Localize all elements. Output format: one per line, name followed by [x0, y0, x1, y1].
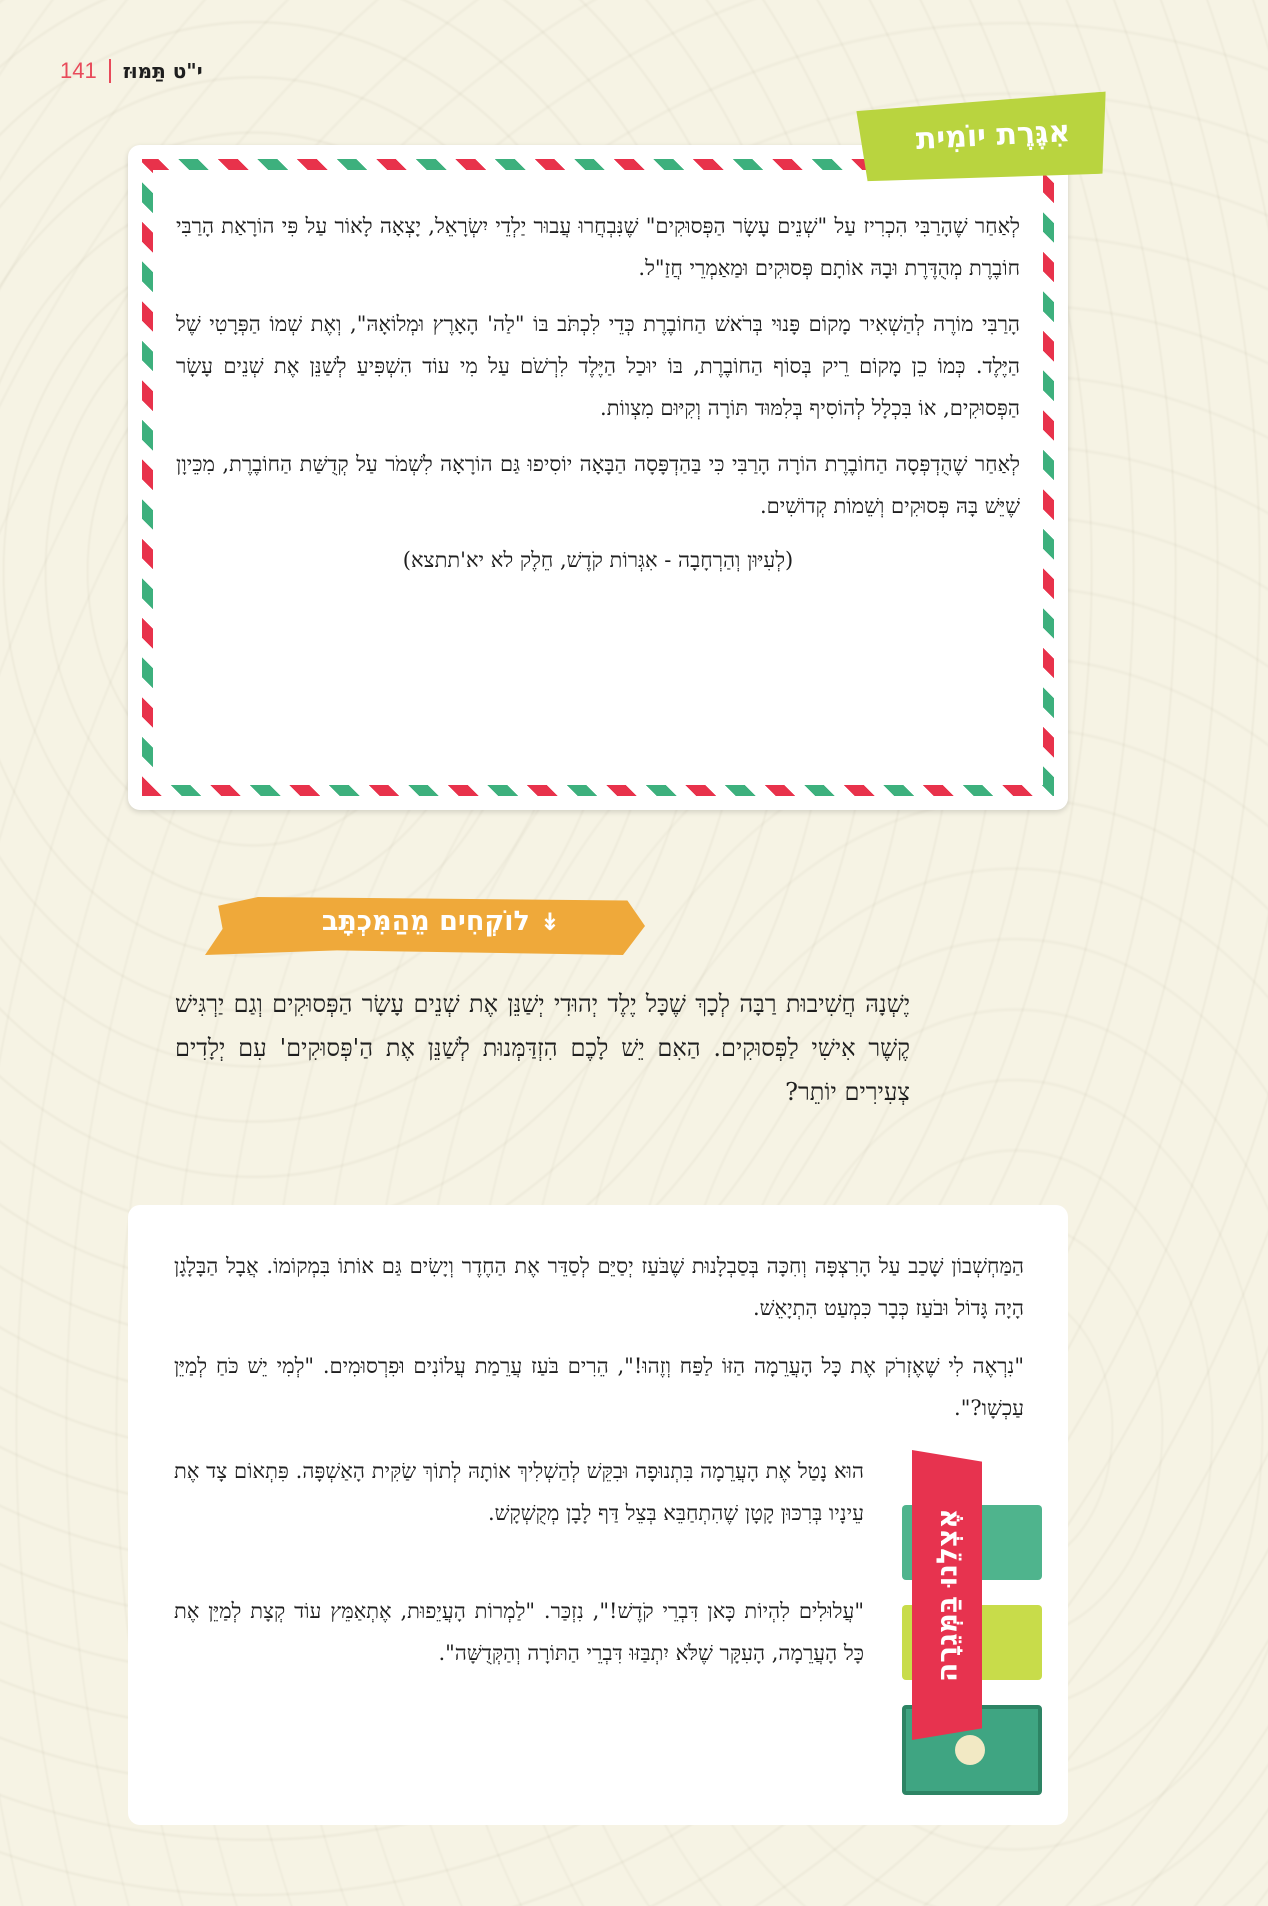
- story-paragraph-4: [174, 1590, 864, 1674]
- daily-letter-label: אִגֶּרֶת יוֹמִית: [914, 113, 1072, 158]
- lesson-text: יֶשְׁנָהּ חֲשִׁיבוּת רַבָּה לְכָךְ שֶׁכָּל יֶלֶד יְהוּדִי יְשַׁנֵּן אֶת שְׁנֵים עָשָׂר הַפְּסוּקִים וְגַם יַרְגִּישׁ קֶשֶׁר אִישִׁי לַפְּסוּקִים. הַאִם יֵשׁ לָכֶם הִזְדַּמְּנוּת לְשַׁנֵּן אֶת הַ'פְּסוּקִים' עִם יְלָדִים צְעִירִים יוֹתֵר?: [175, 990, 910, 1106]
- story-text: "עֲלוּלִים לִהְיוֹת כָּאן דִּבְרֵי קֹדֶשׁ!", נִזְכַּר. "לַמְרוֹת הָעֲיֵפוּת, אֶתְאַמֵּץ עוֹד קְצָת לְמַיֵּן אֶת כָּל הָעֲרֵמָה, הָעִקָּר שֶׁלֹּא יִתְבַּזּוּ דִּבְרֵי הַתּוֹרָה וְהַקְּדֻשָּׁה".: [174, 1599, 864, 1665]
- story-text: הוּא נָטַל אֶת הָעֲרֵמָה בִּתְנוּפָה וּבִקֵּשׁ לְהַשְׁלִיךְ אוֹתָהּ לְתוֹךְ שַׂקִּית הָאַשְׁפָּה. פִּתְאוֹם צָד אֶת עֵינָיו בְּרִכּוּן קָטָן שֶׁהִתְחַבֵּא בְּצֵל דַּף לָבָן מְקֻשְׁקָשׁ.: [174, 1459, 864, 1525]
- story-text: "נִרְאֶה לִי שֶׁאֶזְרֹק אֶת כָּל הָעֲרֵמָה הַזּוֹ לַפַּח וְזֶהוּ!", הֵרִים בֹּעַז עֲרֵמַת עֲלוֹנִים וּפִרְסוּמִים. "לְמִי יֵשׁ כֹּחַ לְמַיֵּן עַכְשָׁו?".: [174, 1354, 1024, 1420]
- letter-paragraph: הָרַבִּי מוֹרֶה לְהַשְׁאִיר מָקוֹם פָּנוּי בְּרֹאשׁ הַחוֹבֶרֶת כְּדֵי לִכְתֹּב בּוֹ "לַה' הָאָרֶץ וּמְלוֹאָהּ", וְאֶת שְׁמוֹ הַפְּרָטִי שֶׁל הַיֶּלֶד. כְּמוֹ כֵן מָקוֹם רֵיק בְּסוֹף הַחוֹבֶרֶת, בּוֹ יוּכַל הַיֶּלֶד לִרְשֹׁם עַל מִי עוֹד הִשְׁפִּיעַ לְשַׁנֵּן אֶת שְׁנֵים עָשָׂר הַפְּסוּקִים, אוֹ בִּכְלָל לְהוֹסִיף בְּלִמּוּד תּוֹרָה וְקִיּוּם מִצְווֹת.: [176, 312, 1020, 420]
- page-number: 141: [60, 58, 97, 83]
- hebrew-date: י"ט תַּמּוּז: [122, 59, 203, 83]
- letter-source: (לְעִיּוּן וְהַרְחָבָה - אִגְּרוֹת קֹדֶשׁ, חֵלֶק לא יא'תתצא): [402, 548, 794, 572]
- letter-paragraph: לְאַחַר שֶׁהָרַבִּי הִכְרִיז עַל "שְׁנֵים עָשָׂר הַפְּסוּקִים" שֶׁנִּבְחֲרוּ עֲבוּר יַלְדֵי יִשְׂרָאֵל, יָצְאָה לָאוֹר עַל פִּי הוֹרָאַת הָרַבִּי חוֹבֶרֶת מְהֻדֶּרֶת וּבָהּ אוֹתָם פְּסוּקִים וּמַאַמְרֵי חֲזַ"ל.: [176, 214, 1020, 280]
- story-paragraph-1: [174, 1245, 1024, 1329]
- letter-paragraph: לְאַחַר שֶׁהֻדְפְּסָה הַחוֹבֶרֶת הוֹרָה הָרַבִּי כִּי בַּהַדְפָּסָה הַבָּאָה יוֹסִיפוּ גַּם הוֹרָאָה לִשְׁמֹר עַל קְדֻשַּׁת הַחוֹבֶרֶת, מִכֵּיוָן שֶׁיֵּשׁ בָּהּ פְּסוּקִים וְשֵׁמוֹת קְדוֹשִׁים.: [176, 452, 1020, 518]
- letter-body: [176, 205, 1020, 595]
- lesson-banner-title: לוֹקְחִים מֵהַמִּכְתָּב: [321, 906, 530, 937]
- story-paragraph-3: [174, 1450, 864, 1534]
- lesson-text-block: [175, 982, 910, 1114]
- daily-letter-card: [128, 145, 1068, 810]
- story-paragraph-2: [174, 1345, 1024, 1429]
- header-divider: [109, 59, 111, 83]
- story-ribbon-title: אֶצְלֵנוּ בַּמְּגֵרָה: [930, 1508, 964, 1682]
- story-text: הַמַּחְשְׁבוֹן שָׁכַב עַל הָרִצְפָּה וְחִכָּה בְּסַבְלָנוּת שֶׁבֹּעַז יְסַיֵּם לְסַדֵּר אֶת הַחֶדֶר וְיָשִׂים גַּם אוֹתוֹ בִּמְקוֹמוֹ. אֲבָל הַבָּלָגָן הָיָה גָּדוֹל וּבֹעַז כְּבָר כִּמְעַט הִתְיָאֵשׁ.: [174, 1254, 1024, 1320]
- lesson-banner: [260, 906, 560, 937]
- chevron-down-icon: ↡: [539, 907, 560, 936]
- page-header: [60, 58, 203, 84]
